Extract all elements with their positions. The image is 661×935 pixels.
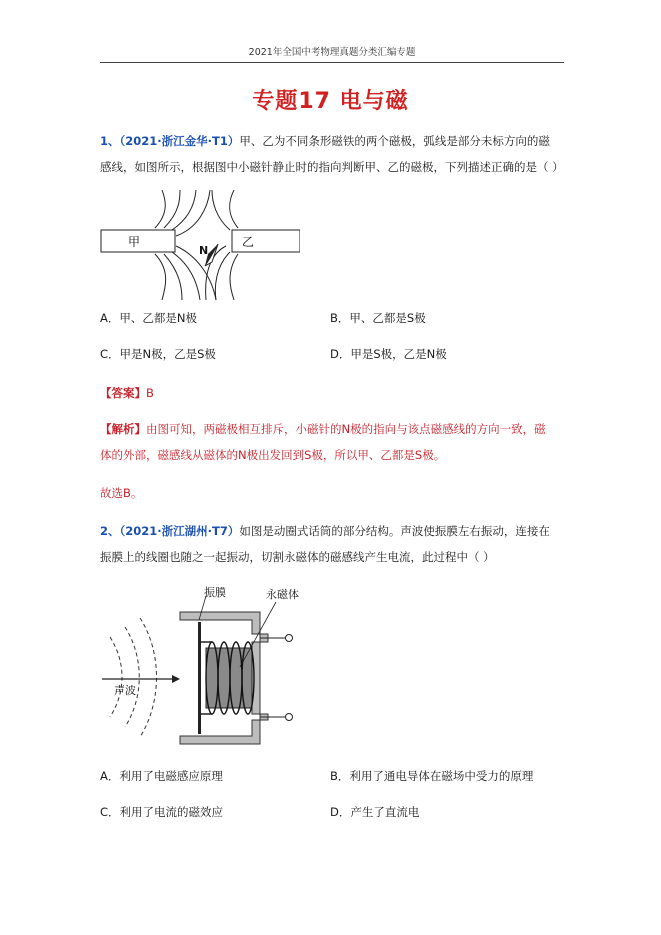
question-2-number: 2、 <box>100 524 120 538</box>
question-1-stem-line2: 感线，如图所示，根据图中小磁针静止时的指向判断甲、乙的磁极，下列描述正确的是（ ） <box>100 160 564 174</box>
q1-option-a[interactable]: A．甲、乙都是N极 <box>100 311 197 325</box>
q2-option-a[interactable]: A．利用了电磁感应原理 <box>100 769 223 783</box>
question-1-number: 1、 <box>100 134 120 148</box>
q1-option-c[interactable]: C．甲是N极，乙是S极 <box>100 347 216 361</box>
needle-n-label: N <box>199 244 209 257</box>
analysis-label: 【解析】 <box>100 422 146 436</box>
q1-option-d[interactable]: D．甲是S极，乙是N极 <box>330 347 447 361</box>
diaphragm-label: 振膜 <box>204 586 226 599</box>
question-2-stem-line2: 振膜上的线圈也随之一起振动，切割永磁体的磁感线产生电流，此过程中（ ） <box>100 550 495 564</box>
question-1-stem-line1: 甲、乙为不同条形磁铁的两个磁极，弧线是部分未标方向的磁 <box>239 134 550 148</box>
q2-option-c[interactable]: C．利用了电流的磁效应 <box>100 805 224 819</box>
question-1-source: （2021·浙江金华·T1） <box>119 134 240 148</box>
header-divider <box>100 62 564 63</box>
question-2-stem <box>100 518 566 570</box>
magnet-yi-label: 乙 <box>242 235 255 249</box>
q1-option-b[interactable]: B．甲、乙都是S极 <box>330 311 426 325</box>
page-title: 专题17 电与磁 <box>252 89 409 114</box>
q1-conclusion: 故选B。 <box>100 486 143 500</box>
answer-value: B <box>146 386 154 400</box>
magnet-jia-label: 甲 <box>128 235 141 249</box>
question-2-stem-line1: 如图是动圈式话筒的部分结构。声波使振膜左右振动，连接在 <box>239 524 550 538</box>
page-header: 2021年全国中考物理真题分类汇编专题 <box>248 47 416 58</box>
question-1-stem <box>100 128 566 180</box>
question-1-figure <box>100 190 300 300</box>
answer-label: 【答案】 <box>100 386 146 400</box>
question-2-figure <box>100 582 310 747</box>
q2-option-b[interactable]: B．利用了通电导体在磁场中受力的原理 <box>330 769 534 783</box>
q1-answer <box>100 380 566 406</box>
analysis-line2: 体的外部，磁感线从磁体的N极出发回到S极，所以甲、乙都是S极。 <box>100 448 446 462</box>
sound-wave-label: 声波 <box>114 684 136 697</box>
permanent-magnet-label: 永磁体 <box>266 588 299 601</box>
analysis-line1: 由图可知，两磁极相互排斥，小磁针的N极的指向与该点磁感线的方向一致，磁 <box>146 422 546 436</box>
q1-analysis <box>100 416 566 468</box>
q2-option-d[interactable]: D．产生了直流电 <box>330 805 420 819</box>
question-2-source: （2021·浙江湖州·T7） <box>119 524 240 538</box>
